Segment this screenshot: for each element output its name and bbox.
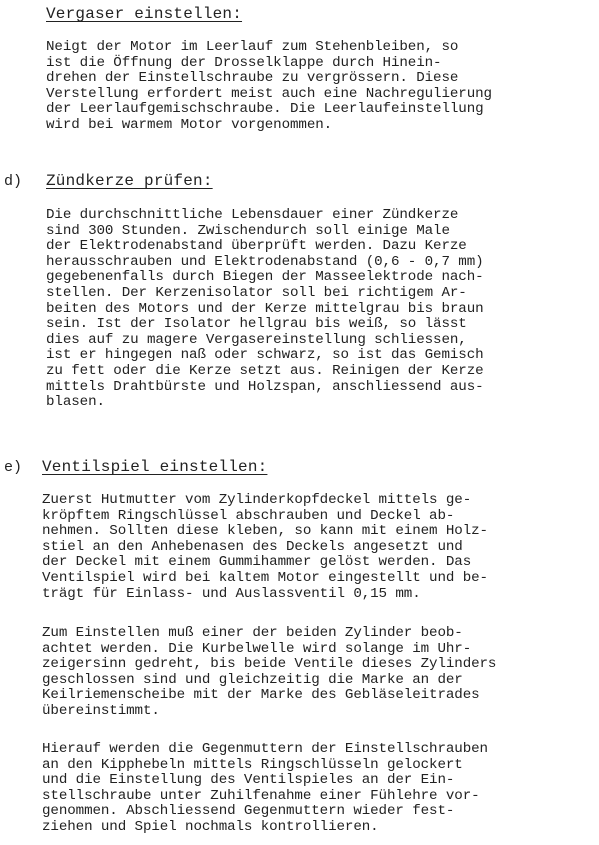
text-line: stellschraube unter Zuhilfenahme einer Fühlehre vor- xyxy=(42,787,480,804)
text-line: drehen der Einstellschraube zu vergrössern. Diese xyxy=(46,70,459,87)
text-line: zeigersinn gedreht, bis beide Ventile dieses Zylinders xyxy=(42,656,497,673)
section-label-e: e) xyxy=(4,459,23,476)
text-line: stiel an den Anhebenasen des Deckels angesetzt und xyxy=(42,538,463,555)
text-line: beiten des Motors und der Kerze mittelgrau bis braun xyxy=(46,300,484,317)
section-label-d: d) xyxy=(4,173,23,190)
text-line: blasen. xyxy=(46,394,105,411)
text-line: sein. Ist der Isolator hellgrau bis weiß, so lässt xyxy=(46,316,467,333)
text-line: Ventilspiel wird bei kaltem Motor eingestellt und be- xyxy=(42,569,488,586)
text-line: der Deckel mit einem Gummihammer gelöst werden. Das xyxy=(42,554,472,571)
text-line: Die durchschnittliche Lebensdauer einer Zündkerze xyxy=(46,207,459,223)
text-line: mittels Drahtbürste und Holzspan, anschliessend aus- xyxy=(46,378,484,395)
text-line: gegebenenfalls durch Biegen der Masseelektrode nach- xyxy=(46,269,484,286)
text-line: der Leerlaufgemischschraube. Die Leerlaufeinstellung xyxy=(46,101,484,118)
text-line: Verstellung erfordert meist auch eine Nachregulierung xyxy=(46,85,492,102)
text-line: ist er hingegen naß oder schwarz, so ist das Gemisch xyxy=(46,347,484,364)
text-line: Neigt der Motor im Leerlauf zum Stehenbleiben, so xyxy=(46,39,459,55)
text-line: übereinstimmt. xyxy=(42,702,160,719)
section-heading-ventilspiel: Ventilspiel einstellen: xyxy=(42,458,268,476)
text-line: Zum Einstellen muß einer der beiden Zylinder beob- xyxy=(42,625,463,641)
text-line: ist die Öffnung der Drosselklappe durch Hinein- xyxy=(46,54,442,71)
paragraph-ventilspiel-3 xyxy=(42,742,488,836)
text-line: nehmen. Sollten diese kleben, so kann mit einem Holz- xyxy=(42,523,488,540)
text-line: zu fett oder die Kerze setzt aus. Reinigen der Kerze xyxy=(46,362,484,379)
paragraph-ventilspiel-2 xyxy=(42,626,496,720)
text-line: herausschrauben und Elektrodenabstand (0,6 - 0,7 mm) xyxy=(46,253,484,270)
text-line: und die Einstellung des Ventilspieles an der Ein- xyxy=(42,772,455,789)
text-line: geschlossen sind und gleichzeitig die Marke an der xyxy=(42,671,463,688)
text-line: wird bei warmem Motor vorgenommen. xyxy=(46,116,333,133)
text-line: stellen. Der Kerzenisolator soll bei richtigem Ar- xyxy=(46,284,467,301)
paragraph-vergaser xyxy=(46,40,492,134)
text-line: trägt für Einlass- und Auslassventil 0,15 mm. xyxy=(42,585,421,602)
text-line: achtet werden. Die Kurbelwelle wird solange im Uhr- xyxy=(42,640,472,657)
text-line: dies auf zu magere Vergasereinstellung schliessen, xyxy=(46,331,467,348)
text-line: an den Kipphebeln mittels Ringschlüsseln gelockert xyxy=(42,756,463,773)
text-line: Zuerst Hutmutter vom Zylinderkopfdeckel mittels ge- xyxy=(42,492,472,508)
text-line: ziehen und Spiel nochmals kontrollieren. xyxy=(42,818,379,835)
text-line: genommen. Abschliessend Gegenmuttern wieder fest- xyxy=(42,803,455,820)
text-line: Keilriemenscheibe mit der Marke des Gebläseleitrades xyxy=(42,687,480,704)
text-line: Hierauf werden die Gegenmuttern der Einstellschrauben xyxy=(42,741,488,757)
text-line: kröpftem Ringschlüssel abschrauben und Deckel ab- xyxy=(42,507,455,524)
text-line: sind 300 Stunden. Zwischendurch soll einige Male xyxy=(46,222,450,239)
paragraph-ventilspiel-1 xyxy=(42,493,488,602)
section-heading-vergaser: Vergaser einstellen: xyxy=(46,5,243,23)
text-line: der Elektrodenabstand überprüft werden. Dazu Kerze xyxy=(46,238,467,255)
section-heading-zuendkerze: Zündkerze prüfen: xyxy=(46,172,213,190)
paragraph-zuendkerze xyxy=(46,208,484,411)
